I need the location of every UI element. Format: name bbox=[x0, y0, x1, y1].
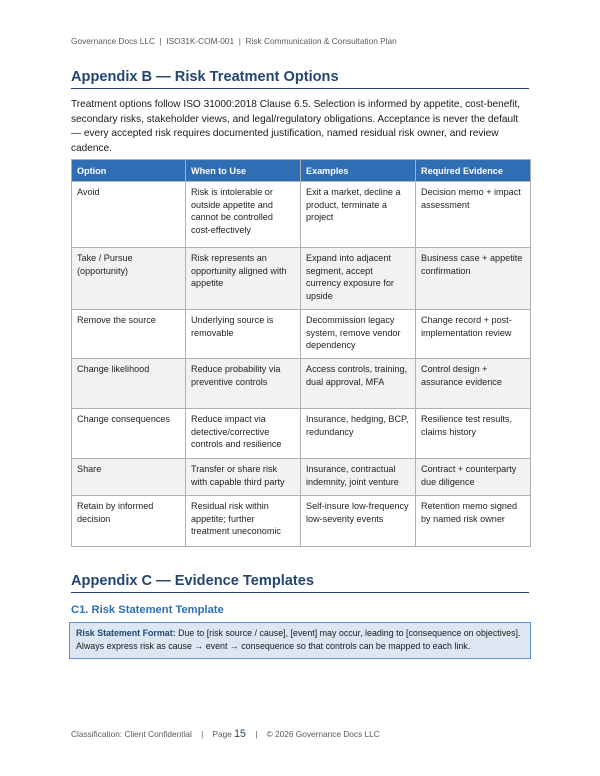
cell-required-evidence: Contract + counterparty due diligence bbox=[416, 459, 531, 496]
risk-treatment-table bbox=[71, 159, 531, 547]
table-row bbox=[72, 496, 531, 547]
cell-examples: Access controls, training, dual approval, MFA bbox=[301, 359, 416, 409]
cell-examples: Insurance, hedging, BCP, redundancy bbox=[301, 409, 416, 459]
table-row bbox=[72, 310, 531, 359]
cell-examples: Insurance, contractual indemnity, joint venture bbox=[301, 459, 416, 496]
cell-option: Remove the source bbox=[72, 310, 186, 359]
footer-separator: | bbox=[255, 729, 258, 739]
cell-when-to-use: Risk represents an opportunity aligned with appetite bbox=[186, 248, 301, 310]
table-header-row bbox=[72, 160, 531, 182]
column-header-examples: Examples bbox=[301, 160, 416, 182]
table-row bbox=[72, 182, 531, 248]
cell-when-to-use: Residual risk within appetite; further treatment uneconomic bbox=[186, 496, 301, 547]
footer-separator: | bbox=[201, 729, 204, 739]
cell-required-evidence: Control design + assurance evidence bbox=[416, 359, 531, 409]
table-row bbox=[72, 248, 531, 310]
cell-when-to-use: Risk is intolerable or outside appetite and cannot be controlled cost-effectively bbox=[186, 182, 301, 248]
footer-classification: Classification: Client Confidential bbox=[71, 729, 192, 739]
cell-required-evidence: Resilience test results, claims history bbox=[416, 409, 531, 459]
cell-required-evidence: Decision memo + impact assessment bbox=[416, 182, 531, 248]
table-row bbox=[72, 359, 531, 409]
footer-copyright: © 2026 Governance Docs LLC bbox=[266, 729, 380, 739]
cell-required-evidence: Retention memo signed by named risk owner bbox=[416, 496, 531, 547]
cell-option: Avoid bbox=[72, 182, 186, 248]
cell-option: Change consequences bbox=[72, 409, 186, 459]
cell-when-to-use: Transfer or share risk with capable third party bbox=[186, 459, 301, 496]
page-footer bbox=[71, 728, 380, 740]
callout-lead: Risk Statement Format: bbox=[76, 628, 176, 638]
cell-option: Retain by informed decision bbox=[72, 496, 186, 547]
c1-subheading: C1. Risk Statement Template bbox=[71, 604, 224, 616]
footer-page-number: 15 bbox=[234, 728, 246, 740]
cell-examples: Exit a market, decline a product, terminate a project bbox=[301, 182, 416, 248]
cell-examples: Decommission legacy system, remove vendor dependency bbox=[301, 310, 416, 359]
cell-required-evidence: Business case + appetite confirmation bbox=[416, 248, 531, 310]
cell-when-to-use: Underlying source is removable bbox=[186, 310, 301, 359]
page-header bbox=[71, 36, 397, 46]
header-doc-title: Risk Communication & Consultation Plan bbox=[245, 36, 397, 46]
header-separator: | bbox=[159, 36, 162, 46]
header-org: Governance Docs LLC bbox=[71, 36, 155, 46]
cell-when-to-use: Reduce probability via preventive controls bbox=[186, 359, 301, 409]
cell-option: Share bbox=[72, 459, 186, 496]
cell-examples: Self-insure low-frequency low-severity events bbox=[301, 496, 416, 547]
cell-examples: Expand into adjacent segment, accept currency exposure for upside bbox=[301, 248, 416, 310]
table-row bbox=[72, 459, 531, 496]
callout-body: Due to [risk source / cause], [event] may occur, leading to [consequence on objectives]. Always express risk as cause → event → consequence so that controls can be mapped to each link. bbox=[76, 628, 521, 651]
cell-when-to-use: Reduce impact via detective/corrective controls and resilience bbox=[186, 409, 301, 459]
appendix-b-heading: Appendix B — Risk Treatment Options bbox=[71, 69, 529, 89]
column-header-required-evidence: Required Evidence bbox=[416, 160, 531, 182]
cell-option: Change likelihood bbox=[72, 359, 186, 409]
cell-option: Take / Pursue (opportunity) bbox=[72, 248, 186, 310]
table-row bbox=[72, 409, 531, 459]
header-separator: | bbox=[238, 36, 241, 46]
appendix-c-heading: Appendix C — Evidence Templates bbox=[71, 573, 529, 593]
header-doc-id: ISO31K-COM-001 bbox=[166, 36, 235, 46]
column-header-when-to-use: When to Use bbox=[186, 160, 301, 182]
column-header-option: Option bbox=[72, 160, 186, 182]
footer-page-label: Page bbox=[212, 729, 232, 739]
appendix-b-intro: Treatment options follow ISO 31000:2018 Clause 6.5. Selection is informed by appetite, cost-benefit, secondary risks, stakeholder views, and legal/regulatory obligations. Acceptance is never the default — every accepted risk requires documented justification, named residual risk owner, and review cadence. bbox=[71, 99, 521, 155]
cell-required-evidence: Change record + post-implementation review bbox=[416, 310, 531, 359]
risk-statement-callout bbox=[69, 622, 531, 659]
